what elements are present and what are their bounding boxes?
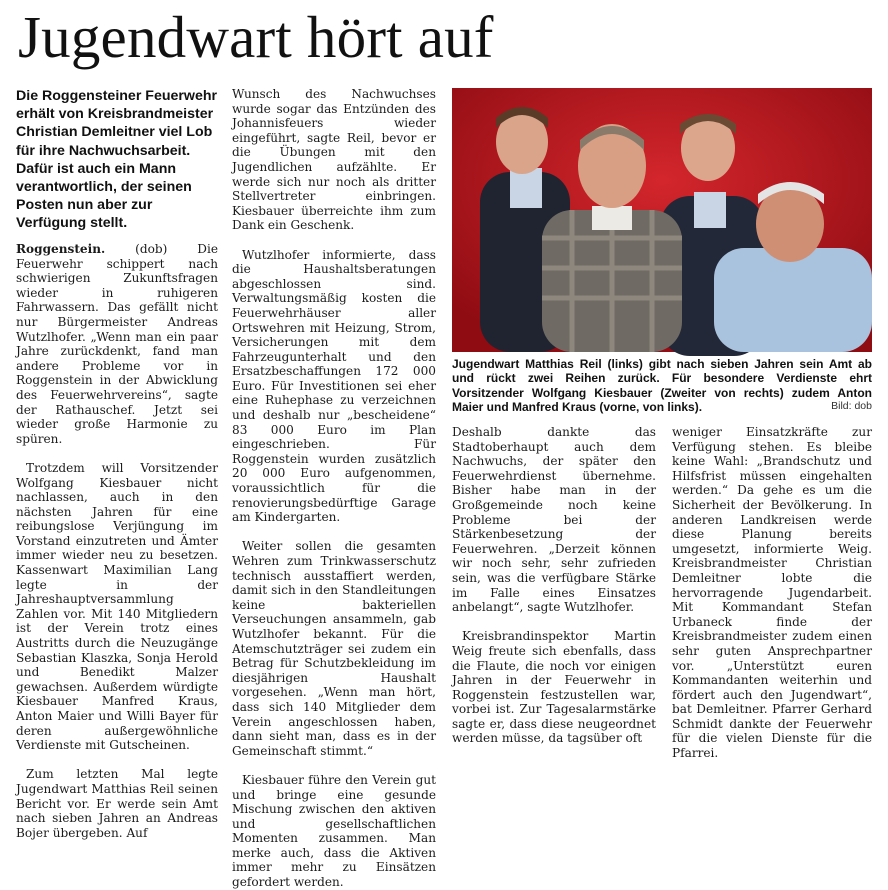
paragraph: Deshalb dankte das Stadtoberhaupt auch dem Nachwuchs, der später den Feuerwehrdienst übernehme. Bisher habe man in der Großgemeinde noch keine Probleme bei der Stärkenbesetzung der Feuerwehren. „Derzeit können wir noch sehr, sehr zufrieden sein, was die verfügbare Stärke im Falle eines Einsatzes anbelangt“, sagte Wutzlhofer.: [452, 425, 656, 615]
paragraph: weniger Einsatzkräfte zur Verfügung stehen. Es bleibe keine Wahl: „Brandschutz und Hilfsfrist müssen eingehalten werden.“ Da gehe es um die Sicherheit der Bevölkerung. In anderen Landkreisen werde diese Planung bereits umgesetzt, informierte Weig. Kreisbrandmeister Christian Demleitner lobte die hervorragende Jugendarbeit. Mit Kommandant Stefan Urbaneck finde der Kreisbrandmeister zudem einen sehr guten Ansprechpartner vor. „Unterstützt euren Kommandanten weiterhin und fördert auch den Jugendwart“, bat Demleitner. Pfarrer Gerhard Schmidt dankte der Feuerwehr für die vielen Dienste für die Pfarrei.: [672, 425, 872, 761]
headline: Jugendwart hört auf: [18, 4, 494, 70]
column-1: [16, 242, 218, 840]
photo-credit: Bild: dob: [831, 400, 872, 412]
paragraph: Kreisbrandinspektor Martin Weig freute sich ebenfalls, dass die Flaute, die noch vor einigen Jahren in der Feuerwehr in Roggenstein festzustellen war, vorbei ist. Zur Tagesalarmstärke sagte er, dass diese neugeordnet werden müsse, da tagsüber oft: [452, 629, 656, 746]
paragraph: Wunsch des Nachwuchses wurde sogar das Entzünden des Johannisfeuers wieder eingeführt, sagte Reil, bevor er die Übungen mit den Jugendlichen aufzählte. Er werde sich nur noch als dritter Stellvertreter einbringen. Kiesbauer überreichte ihm zum Dank ein Geschenk.: [232, 87, 436, 233]
paragraph: Trotzdem will Vorsitzender Wolfgang Kiesbauer nicht nachlassen, auch in den nächsten Jahren für eine reibungslose Verjüngung im Vorstand einzutreten und Ämter immer wieder neu zu besetzen. Kassenwart Maximilian Lang legte in der Jahreshauptversammlung Zahlen vor. Mit 140 Mitgliedern ist der Verein trotz eines Austritts durch die Neuzugänge Sebastian Klaszka, Sonja Herold und Benedikt Malzer gewachsen. Außerdem würdigte Kiesbauer Manfred Kraus, Anton Maier und Willi Bayer für deren außergewöhnliche Verdienste mit Gutscheinen.: [16, 460, 218, 753]
group-photo-illustration: [452, 88, 872, 352]
column-3: [452, 425, 656, 746]
paragraph-text: (dob) Die Feuerwehr schippert nach schwierigen Zukunftsfragen wieder in ruhigeren Fahrwassern. Das gefällt nicht nur Bürgermeister Andreas Wutzlhofer. „Wenn man ein paar Jahre zurückdenkt, fand man andere Probleme vor in Roggenstein in der Abwicklung des Feuerwehrvereins“, sagte der Rathauschef. Jetzt sei wieder große Harmonie zu spüren.: [16, 242, 218, 446]
photo-caption: Jugendwart Matthias Reil (links) gibt nach sieben Jahren sein Amt ab und rückt zwei Reihen zurück. Für besondere Verdienste ehrt Vorsitzender Wolfgang Kiesbauer (Zweiter von rechts) zudem Anton Maier und Manfred Kraus (vorne, von links).: [452, 357, 872, 415]
group-photo: [452, 88, 872, 352]
paragraph: [16, 242, 218, 446]
paragraph: Weiter sollen die gesamten Wehren zum Trinkwasserschutz technisch ausstaffiert werden, damit sich in den Standleitungen keine bakteriellen Verseuchungen ansammeln, gab Wutzlhofer bekannt. Für die Atemschutzträger sei zudem ein Betrag für Schutzbekleidung im diesjährigen Haushalt vorgesehen. „Wenn man hört, dass sich 140 Mitglieder dem Verein angeschlossen haben, dann sieht man, dass es in der Gemeinschaft stimmt.“: [232, 539, 436, 758]
column-4: [672, 425, 872, 761]
paragraph: Kiesbauer führe den Verein gut und bringe eine gesunde Mischung zwischen den aktiven und gesellschaftlichen Momenten zusammen. Man merke auch, dass die Aktiven immer mehr zu Einsätzen gefordert werden.: [232, 772, 436, 890]
column-2: [232, 87, 436, 890]
paragraph: Wutzlhofer informierte, dass die Haushaltsberatungen abgeschlossen sind. Verwaltungsmäßig kosten die Feuerwehrhäuser aller Ortswehren mit Heizung, Strom, Versicherungen mit dem Fahrzeugunterhalt und den Ersatzbeschaffungen 172 000 Euro. Für Investitionen sei eher eine Ruhephase zu verzeichnen und deshalb nur „bescheidene“ 83 000 Euro im Plan eingeschrieben. Für Roggenstein wurden zusätzlich 20 000 Euro aufgenommen, voraussichtlich für die renovierungsbedürftige Garage am Kindergarten.: [232, 247, 436, 525]
dateline: Roggenstein.: [16, 242, 106, 256]
teaser: Die Roggensteiner Feuerwehr erhält von Kreisbrandmeister Christian Demleitner viel Lob für ihre Nachwuchsarbeit. Dafür ist auch ein Mann verantwortlich, der seinen Posten nun aber zur Verfügung stellt.: [16, 88, 218, 232]
paragraph: Zum letzten Mal legte Jugendwart Matthias Reil seinen Bericht vor. Er werde sein Amt nach sieben Jahren an Andreas Bojer übergeben. Auf: [16, 767, 218, 840]
